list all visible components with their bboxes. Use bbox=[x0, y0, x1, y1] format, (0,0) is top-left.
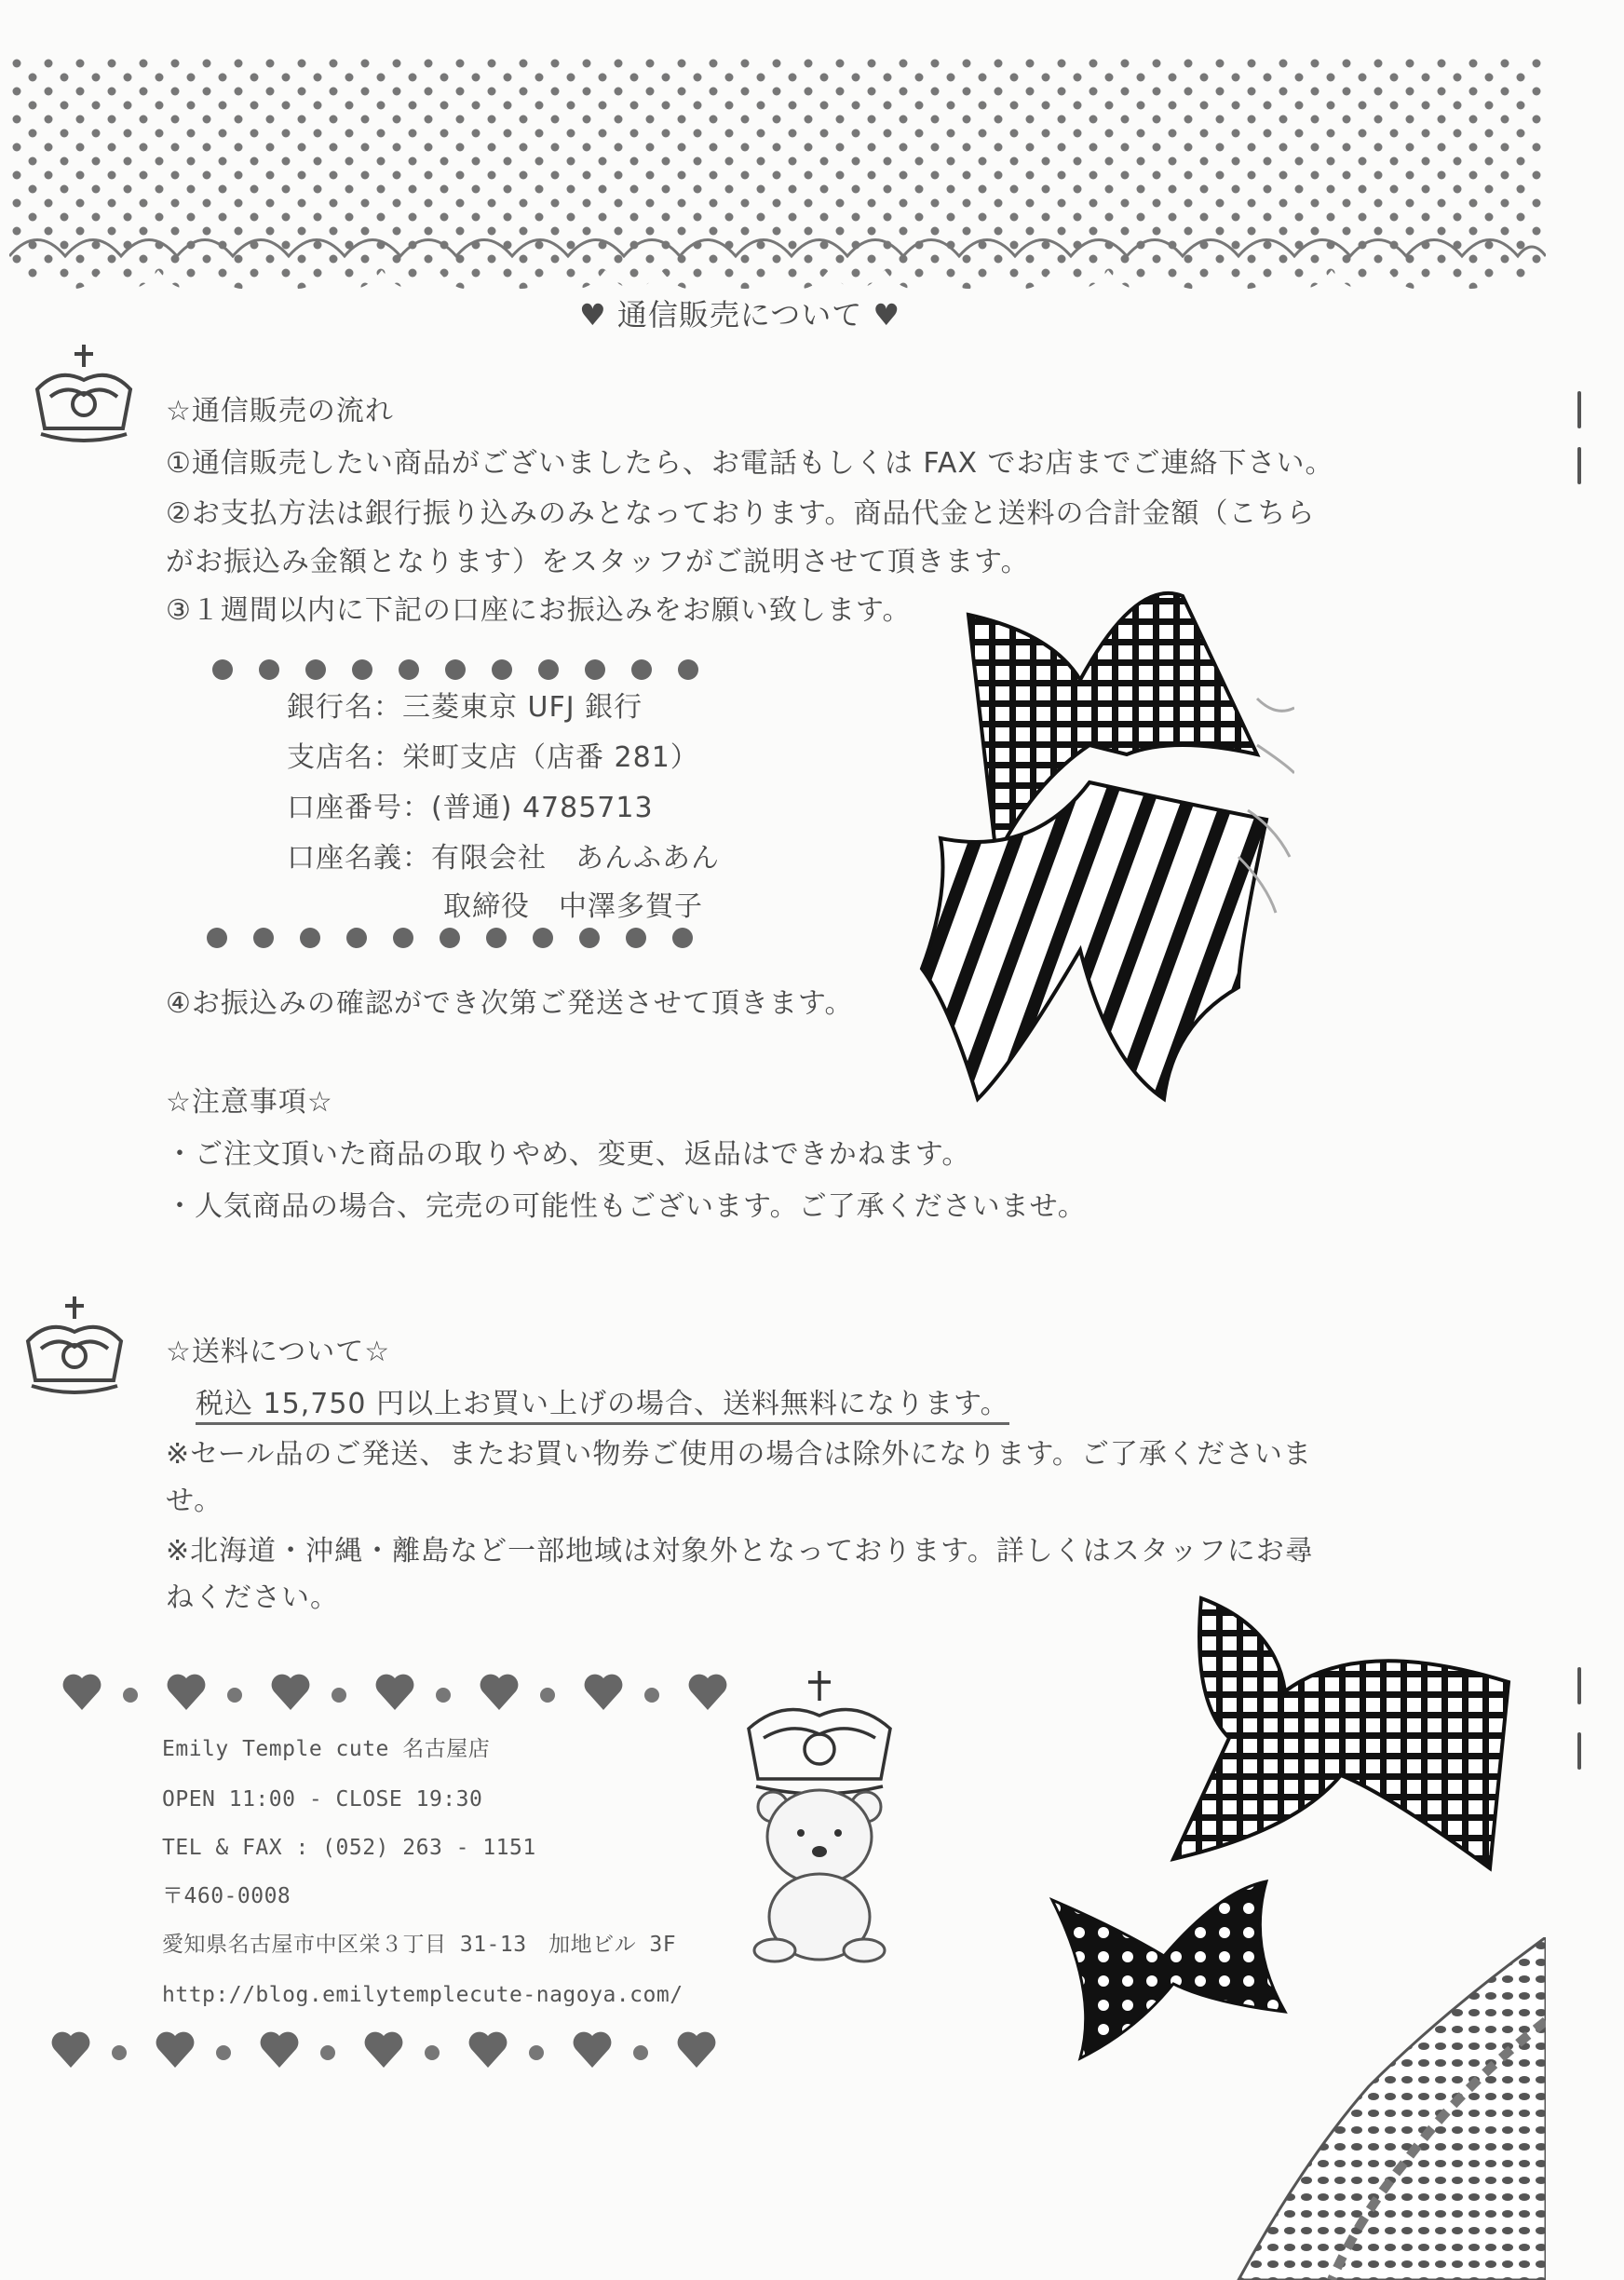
binding-mark bbox=[1577, 447, 1581, 484]
bank-representative: 取締役 中澤多賀子 bbox=[443, 890, 703, 923]
notes-item-2: ・人気商品の場合、完売の可能性もございます。ご了承くださいませ。 bbox=[166, 1190, 1087, 1223]
page-title: ♥ 通信販売について ♥ bbox=[579, 297, 901, 332]
lace-top-border bbox=[9, 56, 1546, 298]
heart-icon bbox=[257, 2027, 302, 2071]
shop-name: Emily Temple cute 名古屋店 bbox=[162, 1737, 491, 1761]
heart-icon bbox=[361, 2027, 406, 2071]
heart-icon bbox=[685, 1669, 730, 1714]
flow-step-1: ①通信販売したい商品がございましたら、お電話もしくは FAX でお店までご連絡下さい。 bbox=[166, 447, 1334, 480]
bank-account-holder: 口座名義：有限会社 あんふあん bbox=[287, 842, 720, 875]
heart-icon bbox=[477, 1669, 521, 1714]
binding-mark bbox=[1577, 1732, 1581, 1770]
heart-icon bbox=[466, 2027, 510, 2071]
flow-step-4: ④お振込みの確認ができ次第ご発送させて頂きます。 bbox=[166, 987, 854, 1020]
binding-mark bbox=[1577, 1667, 1581, 1704]
heart-icon bbox=[581, 1669, 626, 1714]
heart-icon bbox=[60, 1669, 104, 1714]
shipping-line-3: ※北海道・沖縄・離島など一部地域は対象外となっております。詳しくはスタッフにお尋 bbox=[166, 1535, 1314, 1568]
heart-icon bbox=[48, 2027, 93, 2071]
heart-icon bbox=[570, 2027, 615, 2071]
flow-section-title: ☆通信販売の流れ bbox=[166, 395, 394, 428]
flow-step-3: ③１週間以内に下記の口座にお振込みをお願い致します。 bbox=[166, 594, 912, 627]
heart-icon bbox=[268, 1669, 313, 1714]
flow-step-2-cont: がお振込み金額となります）をスタッフがご説明させて頂きます。 bbox=[166, 546, 1030, 578]
notes-item-1: ・ご注文頂いた商品の取りやめ、変更、返品はできかねます。 bbox=[166, 1138, 971, 1171]
heart-icon bbox=[164, 1669, 209, 1714]
binding-mark bbox=[1577, 391, 1581, 428]
shipping-free-line bbox=[196, 1384, 1009, 1425]
bank-account-number: 口座番号：(普通) 4785713 bbox=[287, 792, 654, 824]
shop-address: 愛知県名古屋市中区栄３丁目 31-13 加地ビル 3F bbox=[162, 1933, 677, 1957]
shipping-free-text: 税込 15,750 円以上お買い上げの場合、送料無料になります。 bbox=[196, 1388, 1009, 1425]
heart-icon bbox=[153, 2027, 197, 2071]
teddy-bear-icon bbox=[736, 1667, 903, 1965]
bank-name: 銀行名：三菱東京 UFJ 銀行 bbox=[287, 691, 643, 724]
notes-title: ☆注意事項☆ bbox=[166, 1086, 333, 1119]
heart-icon bbox=[372, 1669, 417, 1714]
crown-icon bbox=[30, 343, 138, 447]
ribbon-bow-icon bbox=[866, 577, 1294, 1155]
heart-icon bbox=[674, 2027, 719, 2071]
shop-hours: OPEN 11:00 - CLOSE 19:30 bbox=[162, 1787, 483, 1812]
shipping-line-2: せ。 bbox=[166, 1485, 223, 1517]
flow-step-2: ②お支払方法は銀行振り込みのみとなっております。商品代金と送料の合計金額（こちら bbox=[166, 497, 1316, 530]
shipping-title: ☆送料について☆ bbox=[166, 1336, 391, 1368]
shop-url[interactable]: http://blog.emilytemplecute-nagoya.com/ bbox=[162, 1983, 683, 2007]
crown-icon bbox=[20, 1295, 129, 1399]
bank-branch: 支店名：栄町支店（店番 281） bbox=[287, 741, 699, 774]
shop-postal-code: 〒460-0008 bbox=[162, 1884, 291, 1908]
shop-tel-fax: TEL & FAX : (052) 263 - 1151 bbox=[162, 1836, 536, 1860]
shipping-line-4: ねください。 bbox=[166, 1581, 339, 1614]
lace-corner bbox=[1164, 1937, 1546, 2280]
shipping-line-1: ※セール品のご発送、またお買い物券ご使用の場合は除外になります。ご了承くださいま bbox=[166, 1438, 1312, 1471]
